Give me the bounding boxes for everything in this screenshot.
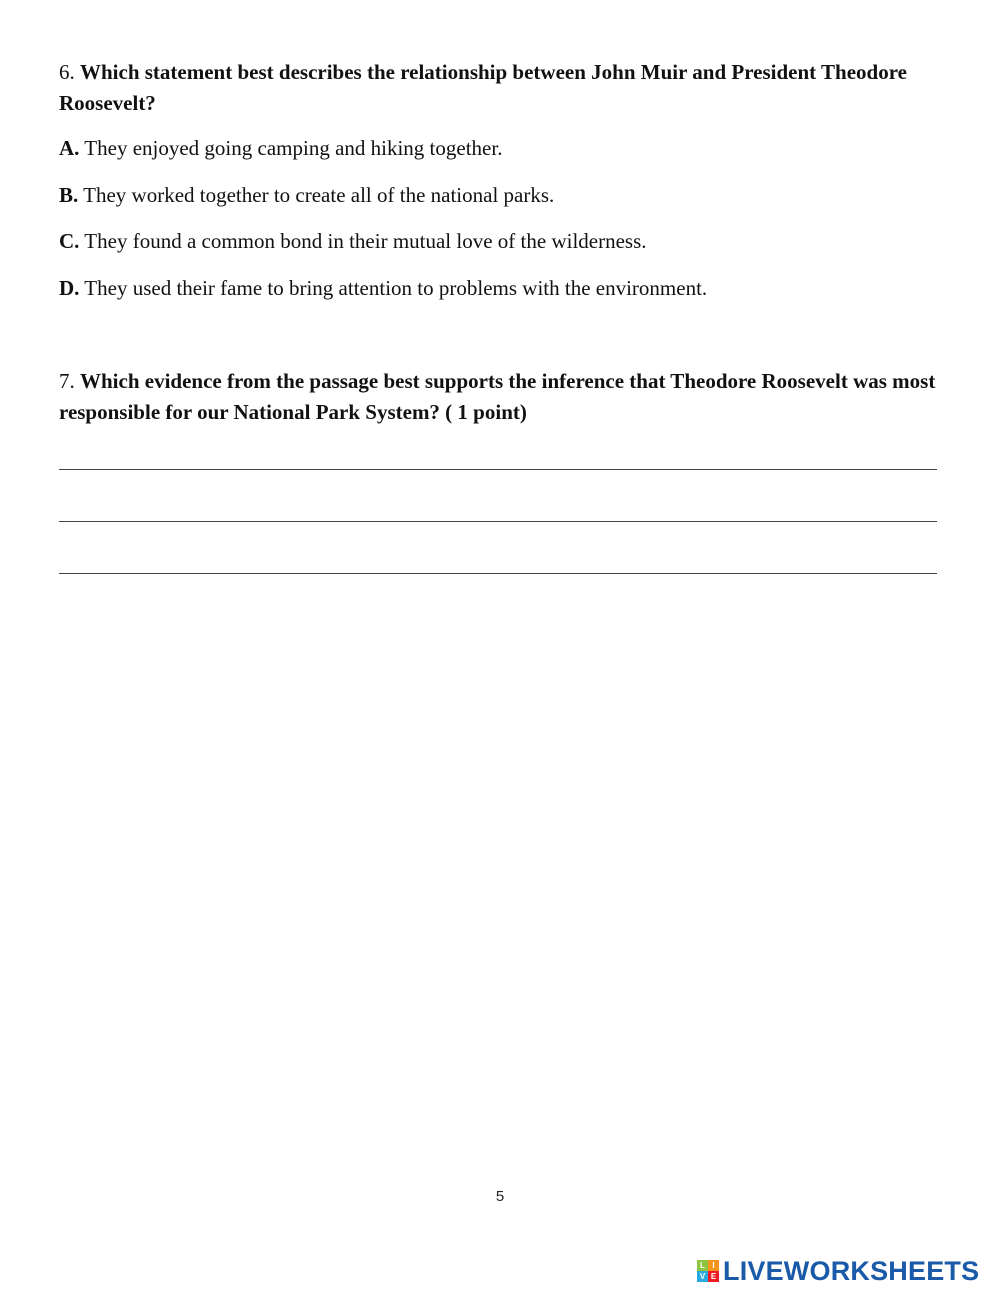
- question-7-number: 7.: [59, 369, 75, 393]
- option-text: They found a common bond in their mutual love of the wilderness.: [84, 229, 647, 253]
- question-6-option-d: [59, 274, 939, 302]
- brand-name: LIVEWORKSHEETS: [723, 1256, 980, 1286]
- question-6-number: 6.: [59, 60, 75, 84]
- question-7-stem: Which evidence from the passage best supports the inference that Theodore Roosevelt was most responsible for our National Park System? ( 1 point): [59, 369, 936, 424]
- question-7: [59, 366, 939, 428]
- answer-line-3[interactable]: [59, 573, 937, 574]
- option-letter: A.: [59, 136, 80, 160]
- page-number: 5: [495, 1188, 505, 1205]
- logo-letter-e: E: [708, 1271, 719, 1282]
- liveworksheets-brand: [697, 1254, 979, 1288]
- liveworksheets-logo-icon: [697, 1260, 719, 1282]
- option-letter: C.: [59, 229, 80, 253]
- logo-letter-l: L: [697, 1260, 708, 1271]
- option-text: They used their fame to bring attention to problems with the environment.: [84, 276, 708, 300]
- option-text: They enjoyed going camping and hiking together.: [84, 136, 503, 160]
- question-6: [59, 57, 939, 119]
- logo-letter-i: I: [708, 1260, 719, 1271]
- logo-letter-v: V: [697, 1271, 708, 1282]
- option-letter: B.: [59, 183, 79, 207]
- option-text: They worked together to create all of the national parks.: [83, 183, 555, 207]
- question-6-option-a: [59, 134, 939, 162]
- answer-line-2[interactable]: [59, 521, 937, 522]
- option-letter: D.: [59, 276, 80, 300]
- question-6-stem: Which statement best describes the relationship between John Muir and President Theodore Roosevelt?: [59, 60, 907, 115]
- question-6-option-b: [59, 181, 939, 209]
- question-6-option-c: [59, 227, 939, 255]
- answer-line-1[interactable]: [59, 469, 937, 470]
